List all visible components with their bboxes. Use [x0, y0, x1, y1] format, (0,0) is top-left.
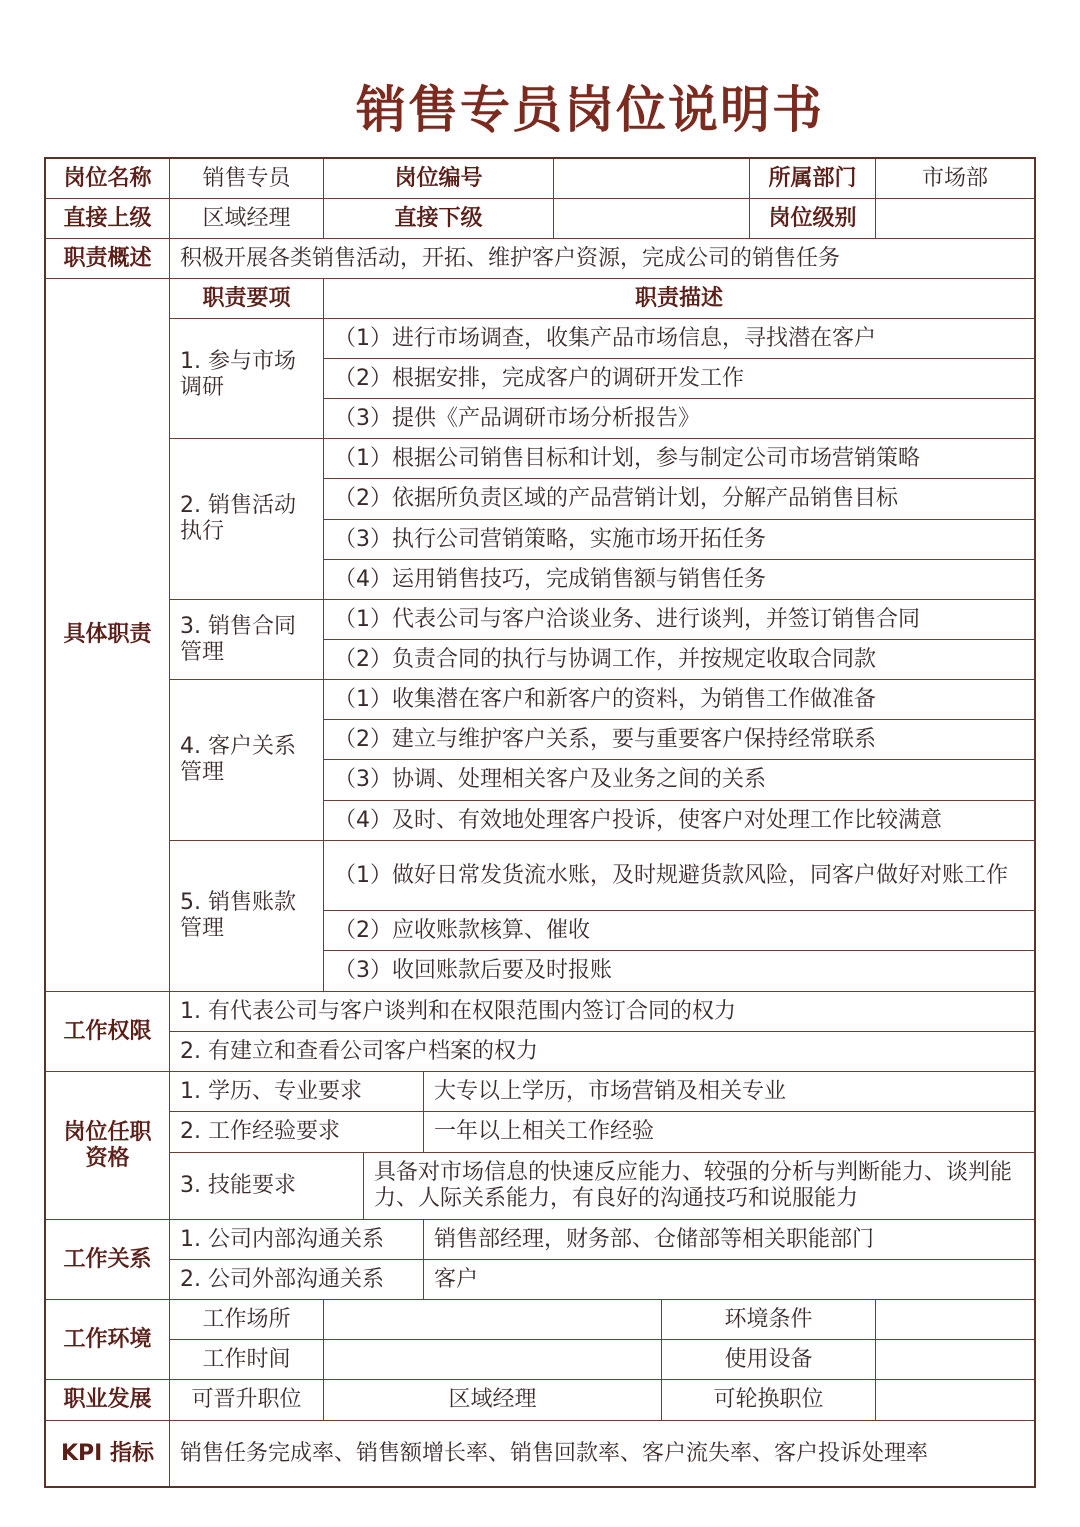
duty-item: （2）依据所负责区域的产品营销计划，分解产品销售目标	[324, 479, 1034, 520]
relation-key: 1. 公司内部沟通关系	[170, 1220, 424, 1260]
authority-item: 2. 有建立和查看公司客户档案的权力	[170, 1032, 1034, 1072]
duty-item: （2）负责合同的执行与协调工作，并按规定收取合同款	[324, 640, 1034, 680]
relation-key: 2. 公司外部沟通关系	[170, 1260, 424, 1300]
duty-item: （3）执行公司营销策略，实施市场开拓任务	[324, 520, 1034, 560]
label-summary: 职责概述	[46, 239, 170, 279]
label-authority: 工作权限	[46, 992, 170, 1072]
job-description-table	[44, 157, 1036, 1488]
career-rotate-label: 可轮换职位	[662, 1380, 876, 1421]
relation-value: 销售部经理，财务部、仓储部等相关职能部门	[424, 1220, 1034, 1260]
env-time-label: 工作时间	[170, 1340, 324, 1380]
label-post-no: 岗位编号	[324, 159, 554, 199]
label-level: 岗位级别	[750, 199, 876, 239]
qualification-value: 一年以上相关工作经验	[424, 1112, 1034, 1153]
label-kpi: KPI 指标	[46, 1421, 170, 1486]
duty-item: （2）应收账款核算、催收	[324, 911, 1034, 951]
label-qualification: 岗位任职资格	[46, 1072, 170, 1220]
kpi-text: 销售任务完成率、销售额增长率、销售回款率、客户流失率、客户投诉处理率	[180, 1440, 929, 1466]
duty-item: （1）收集潜在客户和新客户的资料，为销售工作做准备	[324, 680, 1034, 720]
value-post-name: 销售专员	[170, 159, 324, 199]
duty-group-name: 4. 客户关系管理	[170, 680, 324, 841]
label-superior: 直接上级	[46, 199, 170, 239]
relation-value: 客户	[424, 1260, 1034, 1300]
duty-group-name: 3. 销售合同管理	[170, 600, 324, 680]
env-equipment-label: 使用设备	[662, 1340, 876, 1380]
value-post-no	[554, 159, 750, 199]
duty-item: （2）建立与维护客户关系，要与重要客户保持经常联系	[324, 720, 1034, 760]
summary-text: 积极开展各类销售活动，开拓、维护客户资源，完成公司的销售任务	[170, 239, 1034, 279]
label-subordinate: 直接下级	[324, 199, 554, 239]
career-promote-label: 可晋升职位	[170, 1380, 324, 1421]
label-dept: 所属部门	[750, 159, 876, 199]
duty-group-name: 2. 销售活动执行	[170, 439, 324, 600]
duty-item: （3）收回账款后要及时报账	[324, 951, 1034, 992]
duty-item: （4）运用销售技巧，完成销售额与销售任务	[324, 560, 1034, 600]
duty-item-header: 职责要项	[170, 279, 324, 319]
qualification-key: 3. 技能要求	[170, 1153, 364, 1220]
career-rotate-value	[876, 1380, 1034, 1421]
env-place-value	[324, 1300, 662, 1340]
authority-item: 1. 有代表公司与客户谈判和在权限范围内签订合同的权力	[170, 992, 1034, 1032]
env-condition-value	[876, 1300, 1034, 1340]
value-subordinate	[554, 199, 750, 239]
duty-item: （1）根据公司销售目标和计划，参与制定公司市场营销策略	[324, 439, 1034, 479]
env-time-value	[324, 1340, 662, 1380]
duty-group-name: 1. 参与市场调研	[170, 319, 324, 439]
qualification-value: 大专以上学历，市场营销及相关专业	[424, 1072, 1034, 1112]
duty-item: （1）进行市场调查，收集产品市场信息，寻找潜在客户	[324, 319, 1034, 359]
value-superior: 区域经理	[170, 199, 324, 239]
label-career: 职业发展	[46, 1380, 170, 1421]
duty-group-name: 5. 销售账款管理	[170, 841, 324, 992]
qualification-key: 1. 学历、专业要求	[170, 1072, 424, 1112]
duty-desc-header: 职责描述	[324, 279, 1034, 319]
duty-item: （3）协调、处理相关客户及业务之间的关系	[324, 760, 1034, 801]
env-place-label: 工作场所	[170, 1300, 324, 1340]
value-dept: 市场部	[876, 159, 1034, 199]
env-condition-label: 环境条件	[662, 1300, 876, 1340]
label-environment: 工作环境	[46, 1300, 170, 1380]
document-title: 销售专员岗位说明书	[356, 81, 824, 139]
value-level	[876, 199, 1034, 239]
env-equipment-value	[876, 1340, 1034, 1380]
qualification-value: 具备对市场信息的快速反应能力、较强的分析与判断能力、谈判能力、人际关系能力，有良好的沟通技巧和说服能力	[364, 1153, 1034, 1220]
duty-item: （1）代表公司与客户洽谈业务、进行谈判，并签订销售合同	[324, 600, 1034, 640]
duty-item: （1）做好日常发货流水账，及时规避货款风险，同客户做好对账工作	[324, 841, 1034, 911]
label-post-name: 岗位名称	[46, 159, 170, 199]
label-duties: 具体职责	[46, 279, 170, 992]
label-relations: 工作关系	[46, 1220, 170, 1300]
duty-item: （4）及时、有效地处理客户投诉，使客户对处理工作比较满意	[324, 801, 1034, 841]
duty-item: （3）提供《产品调研市场分析报告》	[324, 399, 1034, 439]
duty-item: （2）根据安排，完成客户的调研开发工作	[324, 359, 1034, 399]
career-promote-value: 区域经理	[324, 1380, 662, 1421]
qualification-key: 2. 工作经验要求	[170, 1112, 424, 1153]
